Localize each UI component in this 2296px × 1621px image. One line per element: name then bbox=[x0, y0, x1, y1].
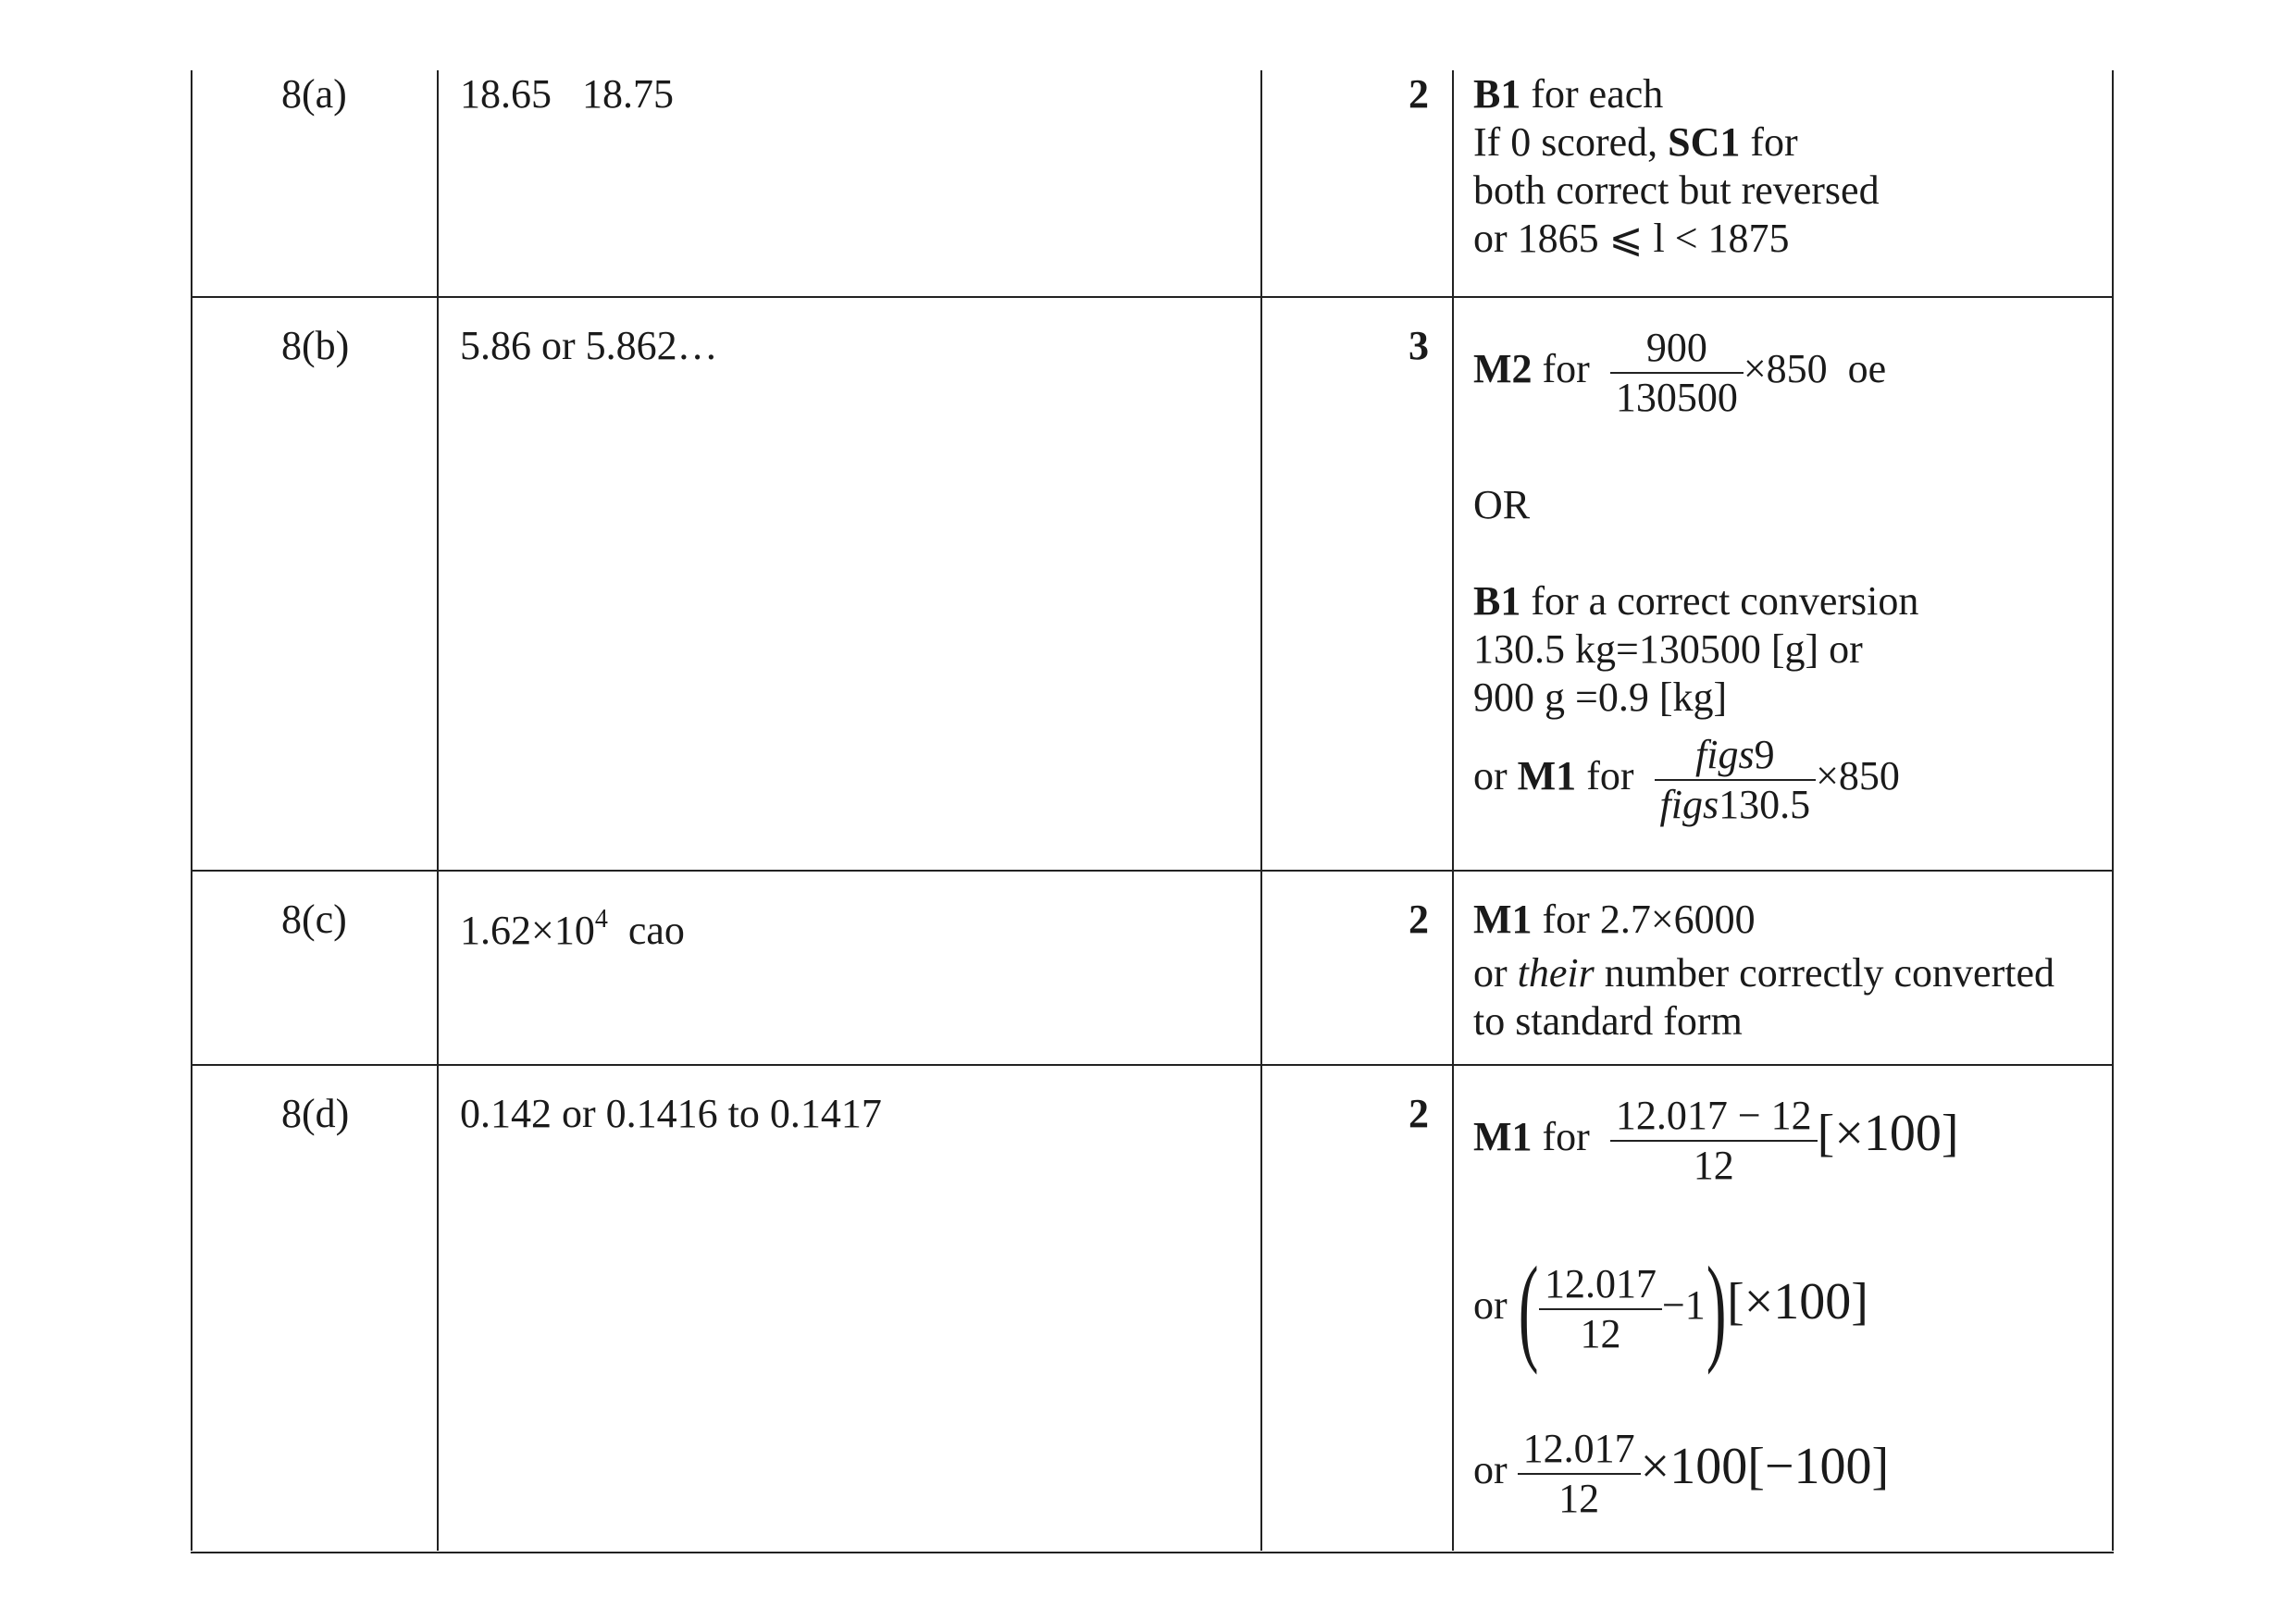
fraction bbox=[1539, 1260, 1662, 1358]
marks: 2 bbox=[1409, 1091, 1429, 1136]
guidance-line: or their number correctly converted bbox=[1473, 950, 2054, 996]
answer: 5.86 or 5.862… bbox=[460, 323, 718, 368]
column-divider-2 bbox=[1260, 70, 1262, 1551]
guidance-text: or bbox=[1473, 753, 1518, 799]
numerator: 12.017 − 12 bbox=[1615, 1093, 1812, 1138]
question-number: 8(b) bbox=[281, 323, 350, 368]
guidance-line: or 1865 ⩽ l < 1875 bbox=[1473, 216, 1790, 261]
guidance-text: for bbox=[1740, 119, 1798, 165]
question-number: 8(c) bbox=[281, 897, 347, 942]
mark-code: B1 bbox=[1473, 71, 1521, 117]
mark-code: M2 bbox=[1473, 346, 1533, 392]
column-divider-3 bbox=[1452, 70, 1454, 1551]
guidance-text: for bbox=[1532, 346, 1600, 392]
denominator: 12 bbox=[1610, 1140, 1818, 1190]
numerator: 12.017 bbox=[1544, 1261, 1657, 1306]
row-divider-1 bbox=[191, 296, 2114, 298]
mark-code: M1 bbox=[1517, 753, 1577, 799]
marks: 3 bbox=[1409, 323, 1429, 368]
numerator: figs9 bbox=[1695, 732, 1775, 777]
guidance-text: ×850 bbox=[1816, 753, 1900, 799]
or-separator: OR bbox=[1473, 482, 1531, 527]
table-border-left bbox=[191, 70, 192, 1551]
denominator: 12 bbox=[1518, 1473, 1641, 1523]
mark-code: SC1 bbox=[1668, 119, 1741, 165]
guidance-line bbox=[1473, 577, 1918, 625]
table-border-bottom bbox=[191, 1552, 2114, 1553]
row-divider-2 bbox=[191, 870, 2114, 872]
answer: 18.65 18.75 bbox=[460, 71, 674, 117]
guidance-line: both correct but reversed bbox=[1473, 167, 1880, 213]
guidance-line bbox=[1473, 896, 1756, 944]
guidance-text: for each bbox=[1520, 71, 1664, 117]
numerator: 12.017 bbox=[1522, 1426, 1635, 1471]
mark-code: M1 bbox=[1473, 897, 1533, 942]
question-number: 8(a) bbox=[281, 71, 347, 117]
answer: $1.62\times 10^4$ cao bbox=[460, 905, 685, 953]
guidance-text: for a correct conversion bbox=[1520, 578, 1919, 624]
left-paren: ( bbox=[1518, 1243, 1539, 1376]
fraction bbox=[1610, 324, 1744, 422]
fraction bbox=[1518, 1425, 1641, 1523]
mark-code: M1 bbox=[1473, 1114, 1533, 1160]
row-divider-3 bbox=[191, 1064, 2114, 1066]
answer: 0.142 or 0.1416 to 0.1417 bbox=[460, 1091, 882, 1136]
question-number: 8(d) bbox=[281, 1091, 350, 1136]
guidance-formula bbox=[1473, 731, 1900, 829]
guidance-line bbox=[1473, 118, 1798, 167]
column-divider-1 bbox=[437, 70, 439, 1551]
guidance-line: to standard form bbox=[1473, 998, 1743, 1044]
guidance-text: If 0 scored, bbox=[1473, 119, 1669, 165]
table-border-right bbox=[2112, 70, 2114, 1551]
guidance-text: ×850 oe bbox=[1743, 346, 1887, 392]
exponent: 4 bbox=[594, 905, 608, 934]
guidance-formula: M1 for $\frac{12.017 - 12}{12}$ [×100] bbox=[1473, 1093, 1959, 1188]
fraction bbox=[1610, 1092, 1818, 1190]
guidance-line bbox=[1473, 70, 1663, 118]
guidance-text: for bbox=[1576, 753, 1644, 799]
marks: 2 bbox=[1409, 897, 1429, 942]
guidance-formula: or ( $\frac{12.017}{12}$ −1)[×100] bbox=[1473, 1243, 1868, 1376]
denominator: 12 bbox=[1539, 1308, 1662, 1358]
guidance-formula: or $\frac{12.017}{12}$ ×100[−100] bbox=[1473, 1426, 1890, 1521]
guidance-text: [×100] bbox=[1817, 1105, 1959, 1163]
guidance-line: 900 g =0.9 [kg] bbox=[1473, 674, 1728, 720]
right-paren: ) bbox=[1706, 1243, 1727, 1376]
denominator: 130500 bbox=[1610, 372, 1744, 422]
numerator: 900 bbox=[1645, 325, 1707, 370]
mark-code: B1 bbox=[1473, 578, 1521, 624]
guidance-formula bbox=[1473, 324, 1886, 422]
denominator: figs130.5 bbox=[1655, 779, 1817, 829]
guidance-text: for 2.7×6000 bbox=[1532, 897, 1756, 942]
fraction bbox=[1655, 731, 1817, 829]
marks: 2 bbox=[1409, 71, 1429, 117]
guidance-line: 130.5 kg=130500 [g] or bbox=[1473, 626, 1863, 672]
